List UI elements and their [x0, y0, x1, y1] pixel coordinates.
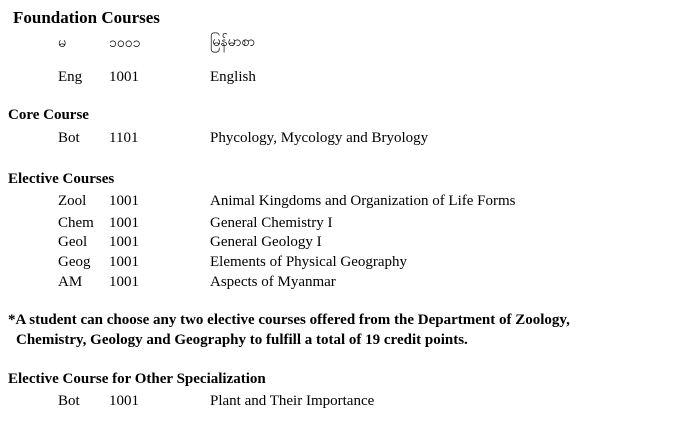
course-title: Animal Kingdoms and Organization of Life Forms	[210, 193, 516, 209]
course-title: English	[210, 69, 256, 85]
course-number: 1001	[109, 254, 139, 270]
course-title: General Geology I	[210, 234, 322, 250]
core-course-heading: Core Course	[8, 107, 89, 123]
course-code: Geog	[58, 254, 91, 270]
course-code: မ	[58, 35, 66, 51]
elective-note-line2: Chemistry, Geology and Geography to fulfill a total of 19 credit points.	[16, 332, 468, 348]
foundation-courses-heading: Foundation Courses	[13, 8, 160, 27]
course-title: Elements of Physical Geography	[210, 254, 408, 270]
other-specialization-heading: Elective Course for Other Specialization	[8, 371, 266, 387]
course-number: 1001	[109, 234, 139, 250]
course-number: ၁၀၀၁	[109, 35, 141, 51]
course-number: 1001	[109, 274, 139, 290]
course-code: Bot	[58, 393, 80, 409]
course-code: Zool	[58, 193, 87, 209]
course-number: 1101	[109, 130, 139, 146]
course-title: Phycology, Mycology and Bryology	[210, 130, 429, 146]
course-number: 1001	[109, 393, 139, 409]
course-title: Aspects of Myanmar	[210, 274, 336, 290]
course-code: AM	[58, 274, 83, 290]
course-code: Eng	[58, 69, 83, 85]
course-number: 1001	[109, 193, 139, 209]
course-code: Geol	[58, 234, 88, 250]
elective-courses-heading: Elective Courses	[8, 171, 115, 187]
course-code: Bot	[58, 130, 80, 146]
elective-note-line1: *A student can choose any two elective courses offered from the Department of Zoology,	[8, 312, 570, 328]
course-title: မြန်မာစာ	[210, 34, 255, 50]
course-title: General Chemistry I	[210, 215, 333, 231]
course-title: Plant and Their Importance	[210, 393, 375, 409]
course-code: Chem	[58, 215, 94, 231]
course-number: 1001	[109, 215, 139, 231]
course-number: 1001	[109, 69, 139, 85]
